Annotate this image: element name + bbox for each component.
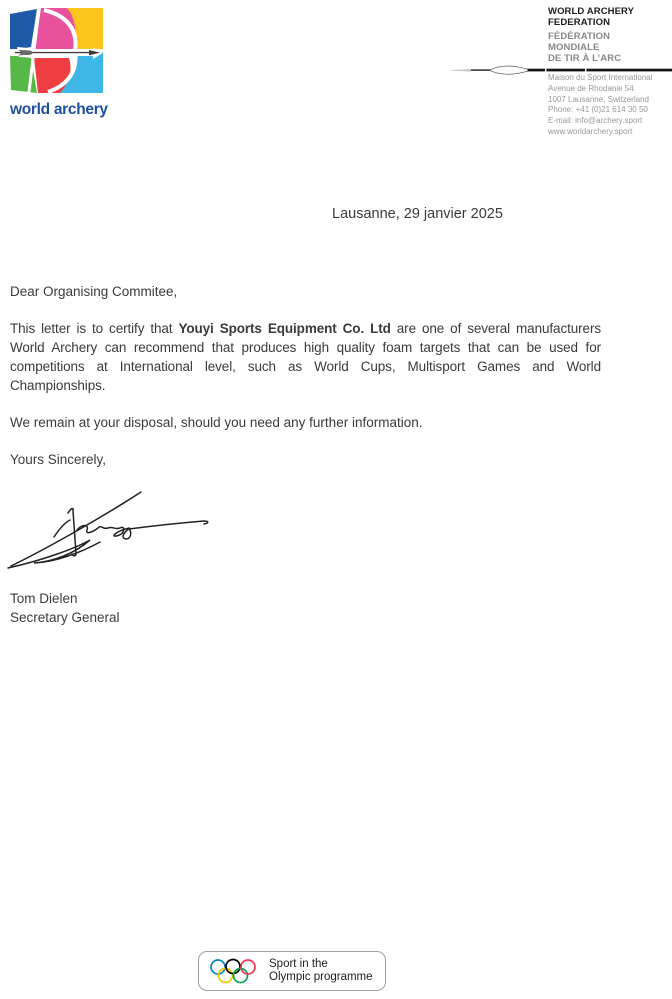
closing: Yours Sincerely, [10, 452, 107, 467]
address-block [548, 73, 672, 138]
body-text-before: This letter is to certify that [10, 321, 179, 336]
org-name-en [548, 6, 668, 28]
wordmark: world archery [10, 101, 108, 118]
address-line: Phone: +41 (0)21 614 30 50 [548, 105, 648, 115]
dateline: Lausanne, 29 janvier 2025 [332, 206, 503, 222]
org-name-fr-line: FÉDÉRATION [548, 31, 611, 42]
body-paragraph [10, 319, 601, 395]
badge-text-line1: Sport in the [269, 957, 328, 970]
org-name-fr [548, 31, 668, 64]
address-line: Avenue de Rhodanie 54 [548, 83, 634, 93]
olympic-rings-icon [208, 954, 260, 988]
org-name-en-line: WORLD ARCHERY [548, 6, 635, 17]
signature-image [4, 482, 219, 572]
body-paragraph-2: We remain at your disposal, should you need any further information. [10, 415, 423, 430]
address-line: www.worldarchery.sport [548, 126, 633, 136]
olympic-programme-badge [198, 951, 386, 991]
signer-block [10, 589, 120, 627]
company-name: Youyi Sports Equipment Co. Ltd [178, 321, 391, 336]
address-line: 1007 Lausanne, Switzerland [548, 94, 649, 104]
signer-title: Secretary General [10, 610, 120, 625]
salutation: Dear Organising Commitee, [10, 284, 178, 299]
org-name-block [548, 6, 668, 64]
org-name-en-line: FEDERATION [548, 17, 611, 28]
address-line: Maison du Sport International [548, 73, 653, 82]
org-name-fr-line: DE TIR À L’ARC [548, 53, 622, 64]
body-text-after: are one of several manufacturers World Archery can recommend that produces high quality foam targets that can be used for competitions at International level, such as World Cups, Multisport Games and World Championships. [10, 321, 601, 393]
world-archery-logo [10, 8, 120, 119]
badge-text [269, 958, 373, 985]
world-archery-logo-icon [10, 8, 103, 93]
address-line: E-mail: info@archery.sport [548, 116, 643, 126]
badge-text-line2: Olympic programme [269, 971, 373, 983]
signer-name: Tom Dielen [10, 591, 78, 606]
org-name-fr-line: MONDIALE [548, 42, 600, 53]
